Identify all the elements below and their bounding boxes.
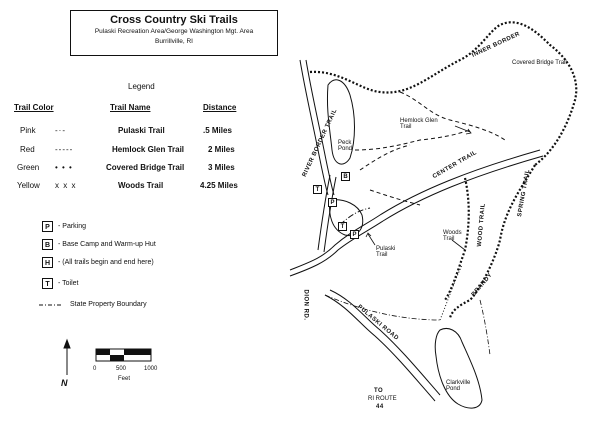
hut-key-icon: H — [42, 257, 53, 268]
key-label: - Base Camp and Warm-up Hut — [58, 241, 156, 248]
legend-row-color: Yellow — [17, 181, 40, 190]
peck-pond-label: Peck Pond — [338, 140, 353, 152]
key-label: - Toilet — [58, 280, 79, 287]
north-label: N — [61, 378, 68, 388]
woods-trail-line — [440, 265, 462, 320]
map-title: Cross Country Ski Trails — [110, 14, 238, 26]
legend-col-color: Trail Color — [14, 103, 54, 112]
legend-col-distance: Distance — [203, 103, 237, 112]
to-label: TO — [374, 388, 384, 394]
base-camp-key-icon: B — [42, 239, 53, 250]
title-box — [70, 10, 278, 56]
legend-heading: Legend — [128, 82, 155, 91]
scale-tick: 1000 — [144, 366, 158, 372]
key-label: - (All trails begin and end here) — [58, 259, 154, 266]
hemlock-glen-trail-line — [355, 92, 505, 205]
spring-trail-label: SPRING TRAIL — [517, 168, 532, 218]
boundary-key-icon — [38, 302, 62, 308]
legend-row-name: Covered Bridge Trail — [106, 163, 185, 172]
parking-marker: P — [328, 198, 337, 207]
legend-row-name: Hemlock Glen Trail — [112, 145, 185, 154]
scale-bar — [96, 349, 151, 361]
legend-row-symbol: x x x — [55, 181, 77, 190]
pulaski-trail-label: Pulaski Trail — [376, 246, 396, 258]
legend-row-color: Pink — [20, 126, 36, 135]
scale-unit: Feet — [118, 376, 131, 382]
center-trail-label: CENTER TRAIL — [431, 149, 479, 181]
legend-row-distance: .5 Miles — [203, 126, 232, 135]
map-place: Burrillville, RI — [155, 38, 193, 45]
wood-trail-label: WOOD TRAIL — [476, 202, 487, 248]
toilet-marker: T — [313, 185, 322, 194]
state-boundary-line — [325, 295, 490, 355]
parking-marker: P — [350, 230, 359, 239]
legend-row-symbol: • • • — [55, 163, 73, 172]
toilet-marker: T — [338, 222, 347, 231]
inner-border-label: INNER BORDER — [471, 31, 522, 59]
toilet-key-icon: T — [42, 278, 53, 289]
legend-row-color: Red — [20, 145, 35, 154]
woods-trail-label: Woods Trail — [443, 230, 462, 242]
route-label: RI ROUTE — [368, 396, 397, 402]
clarkville-pond-label: Clarkville Pond — [446, 380, 471, 392]
clarkville-pond — [435, 329, 482, 409]
legend-col-name: Trail Name — [110, 103, 151, 112]
legend-row-name: Pulaski Trail — [118, 126, 165, 135]
key-label: - Parking — [58, 223, 87, 230]
covered-bridge-label: Covered Bridge Trail — [512, 60, 567, 66]
legend-row-symbol: -·- — [55, 126, 66, 135]
scale-tick: 0 — [93, 366, 97, 372]
legend-row-color: Green — [17, 163, 40, 172]
legend-row-distance: 4.25 Miles — [200, 181, 238, 190]
north-arrow — [64, 340, 70, 375]
parking-key-icon: P — [42, 221, 53, 232]
roads — [290, 150, 543, 401]
legend-row-distance: 2 Miles — [208, 145, 235, 154]
legend-row-distance: 3 Miles — [208, 163, 235, 172]
boundary-label: State Property Boundary — [70, 301, 147, 308]
hemlock-glen-label: Hemlock Glen Trail — [400, 118, 438, 130]
route-number-label: 44 — [376, 404, 384, 410]
base-camp-marker: B — [341, 172, 350, 181]
legend-row-symbol: ----- — [55, 145, 74, 154]
pulaski-road-label: PULASKI ROAD — [356, 304, 400, 342]
river-border-label: RIVER BORDER TRAIL — [301, 108, 339, 178]
brandy-brook-label: BRANDY — [470, 272, 494, 298]
legend-row-name: Woods Trail — [118, 181, 164, 190]
dion-rd-label: DION RD. — [302, 289, 309, 321]
scale-tick: 500 — [116, 366, 127, 372]
map-subtitle: Pulaski Recreation Area/George Washington Mgt. Area — [94, 28, 254, 35]
